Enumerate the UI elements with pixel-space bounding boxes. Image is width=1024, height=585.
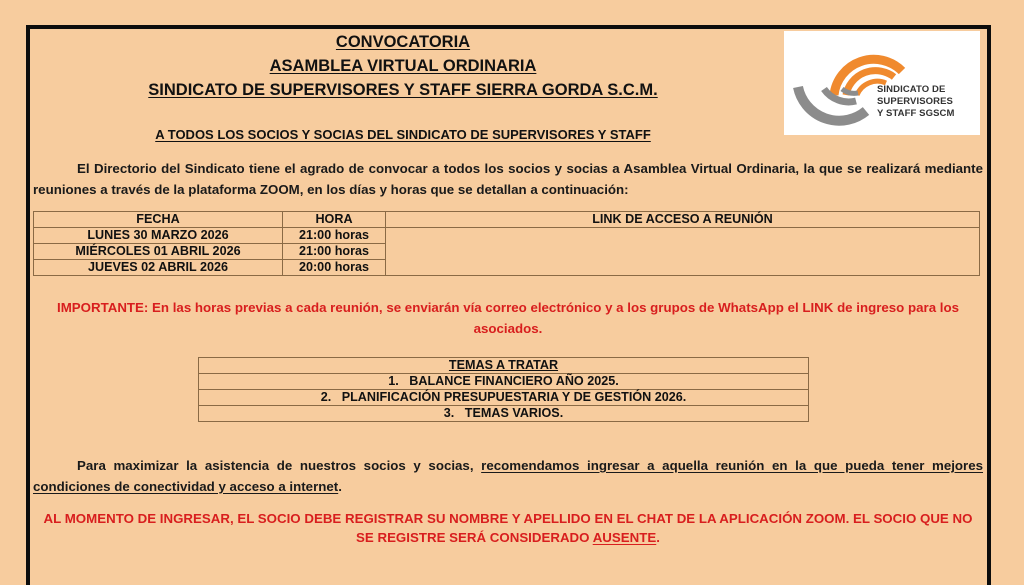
cell-fecha: MIÉRCOLES 01 ABRIL 2026 <box>34 244 283 260</box>
cell-fecha: LUNES 30 MARZO 2026 <box>34 228 283 244</box>
table-row <box>34 228 980 244</box>
topic-item: 1. BALANCE FINANCIERO AÑO 2025. <box>199 374 809 390</box>
logo-text: SINDICATO DE SUPERVISORES Y STAFF SGSCM <box>877 84 955 119</box>
recommendation-prefix: Para maximizar la asistencia de nuestros socios y socias, <box>77 458 482 473</box>
topics-header: TEMAS A TRATAR <box>199 358 809 374</box>
intro-paragraph: El Directorio del Sindicato tiene el agrado de convocar a todos los socios y socias a Asamblea Virtual Ordinaria, la que se realizará mediante reuniones a través de la plataforma ZOOM, en los días y horas que se detallan a continuación: <box>33 161 983 197</box>
union-logo <box>784 31 980 135</box>
final-notice-text: AL MOMENTO DE INGRESAR, EL SOCIO DEBE REGISTRAR SU NOMBRE Y APELLIDO EN EL CHAT DE LA APLICACIÓN ZOOM. EL SOCIO QUE NO SE REGISTRE SERÁ CONSIDERADO <box>43 511 973 545</box>
table-row <box>199 374 809 390</box>
header-link: LINK DE ACCESO A REUNIÓN <box>386 212 980 228</box>
header-hora: HORA <box>283 212 386 228</box>
cell-fecha: JUEVES 02 ABRIL 2026 <box>34 260 283 276</box>
absent-word: AUSENTE <box>592 530 657 545</box>
cell-link[interactable] <box>386 228 980 276</box>
important-text: En las horas previas a cada reunión, se enviarán vía correo electrónico y a los grupos de WhatsApp el LINK de ingreso para los asociados. <box>148 300 959 336</box>
cell-hora: 21:00 horas <box>283 228 386 244</box>
recommendation-suffix: . <box>338 479 342 494</box>
topic-item: 3. TEMAS VARIOS. <box>199 406 809 422</box>
topic-item: 2. PLANIFICACIÓN PRESUPUESTARIA Y DE GESTIÓN 2026. <box>199 390 809 406</box>
title-convocatoria: CONVOCATORIA <box>335 33 471 51</box>
subtitle: A TODOS LOS SOCIOS Y SOCIAS DEL SINDICATO DE SUPERVISORES Y STAFF <box>155 127 651 142</box>
important-notice <box>33 297 983 339</box>
header-fecha: FECHA <box>34 212 283 228</box>
schedule-table <box>33 211 980 276</box>
important-label: IMPORTANTE: <box>57 300 149 315</box>
table-row <box>199 390 809 406</box>
recommendation-paragraph <box>33 455 983 497</box>
cell-hora: 20:00 horas <box>283 260 386 276</box>
title-asamblea: ASAMBLEA VIRTUAL ORDINARIA <box>269 57 537 75</box>
recommendation-underlined: recomendamos ingresar a aquella reunión en la que pueda tener mejores condiciones de conectividad y acceso a internet <box>33 458 984 494</box>
final-notice <box>33 509 983 547</box>
schedule-header-row <box>34 212 980 228</box>
cell-hora: 21:00 horas <box>283 244 386 260</box>
title-sindicato: SINDICATO DE SUPERVISORES Y STAFF SIERRA GORDA S.C.M. <box>148 81 658 99</box>
table-row <box>199 406 809 422</box>
topics-table <box>198 357 809 422</box>
final-notice-suffix: . <box>656 530 660 545</box>
topics-header-row <box>199 358 809 374</box>
